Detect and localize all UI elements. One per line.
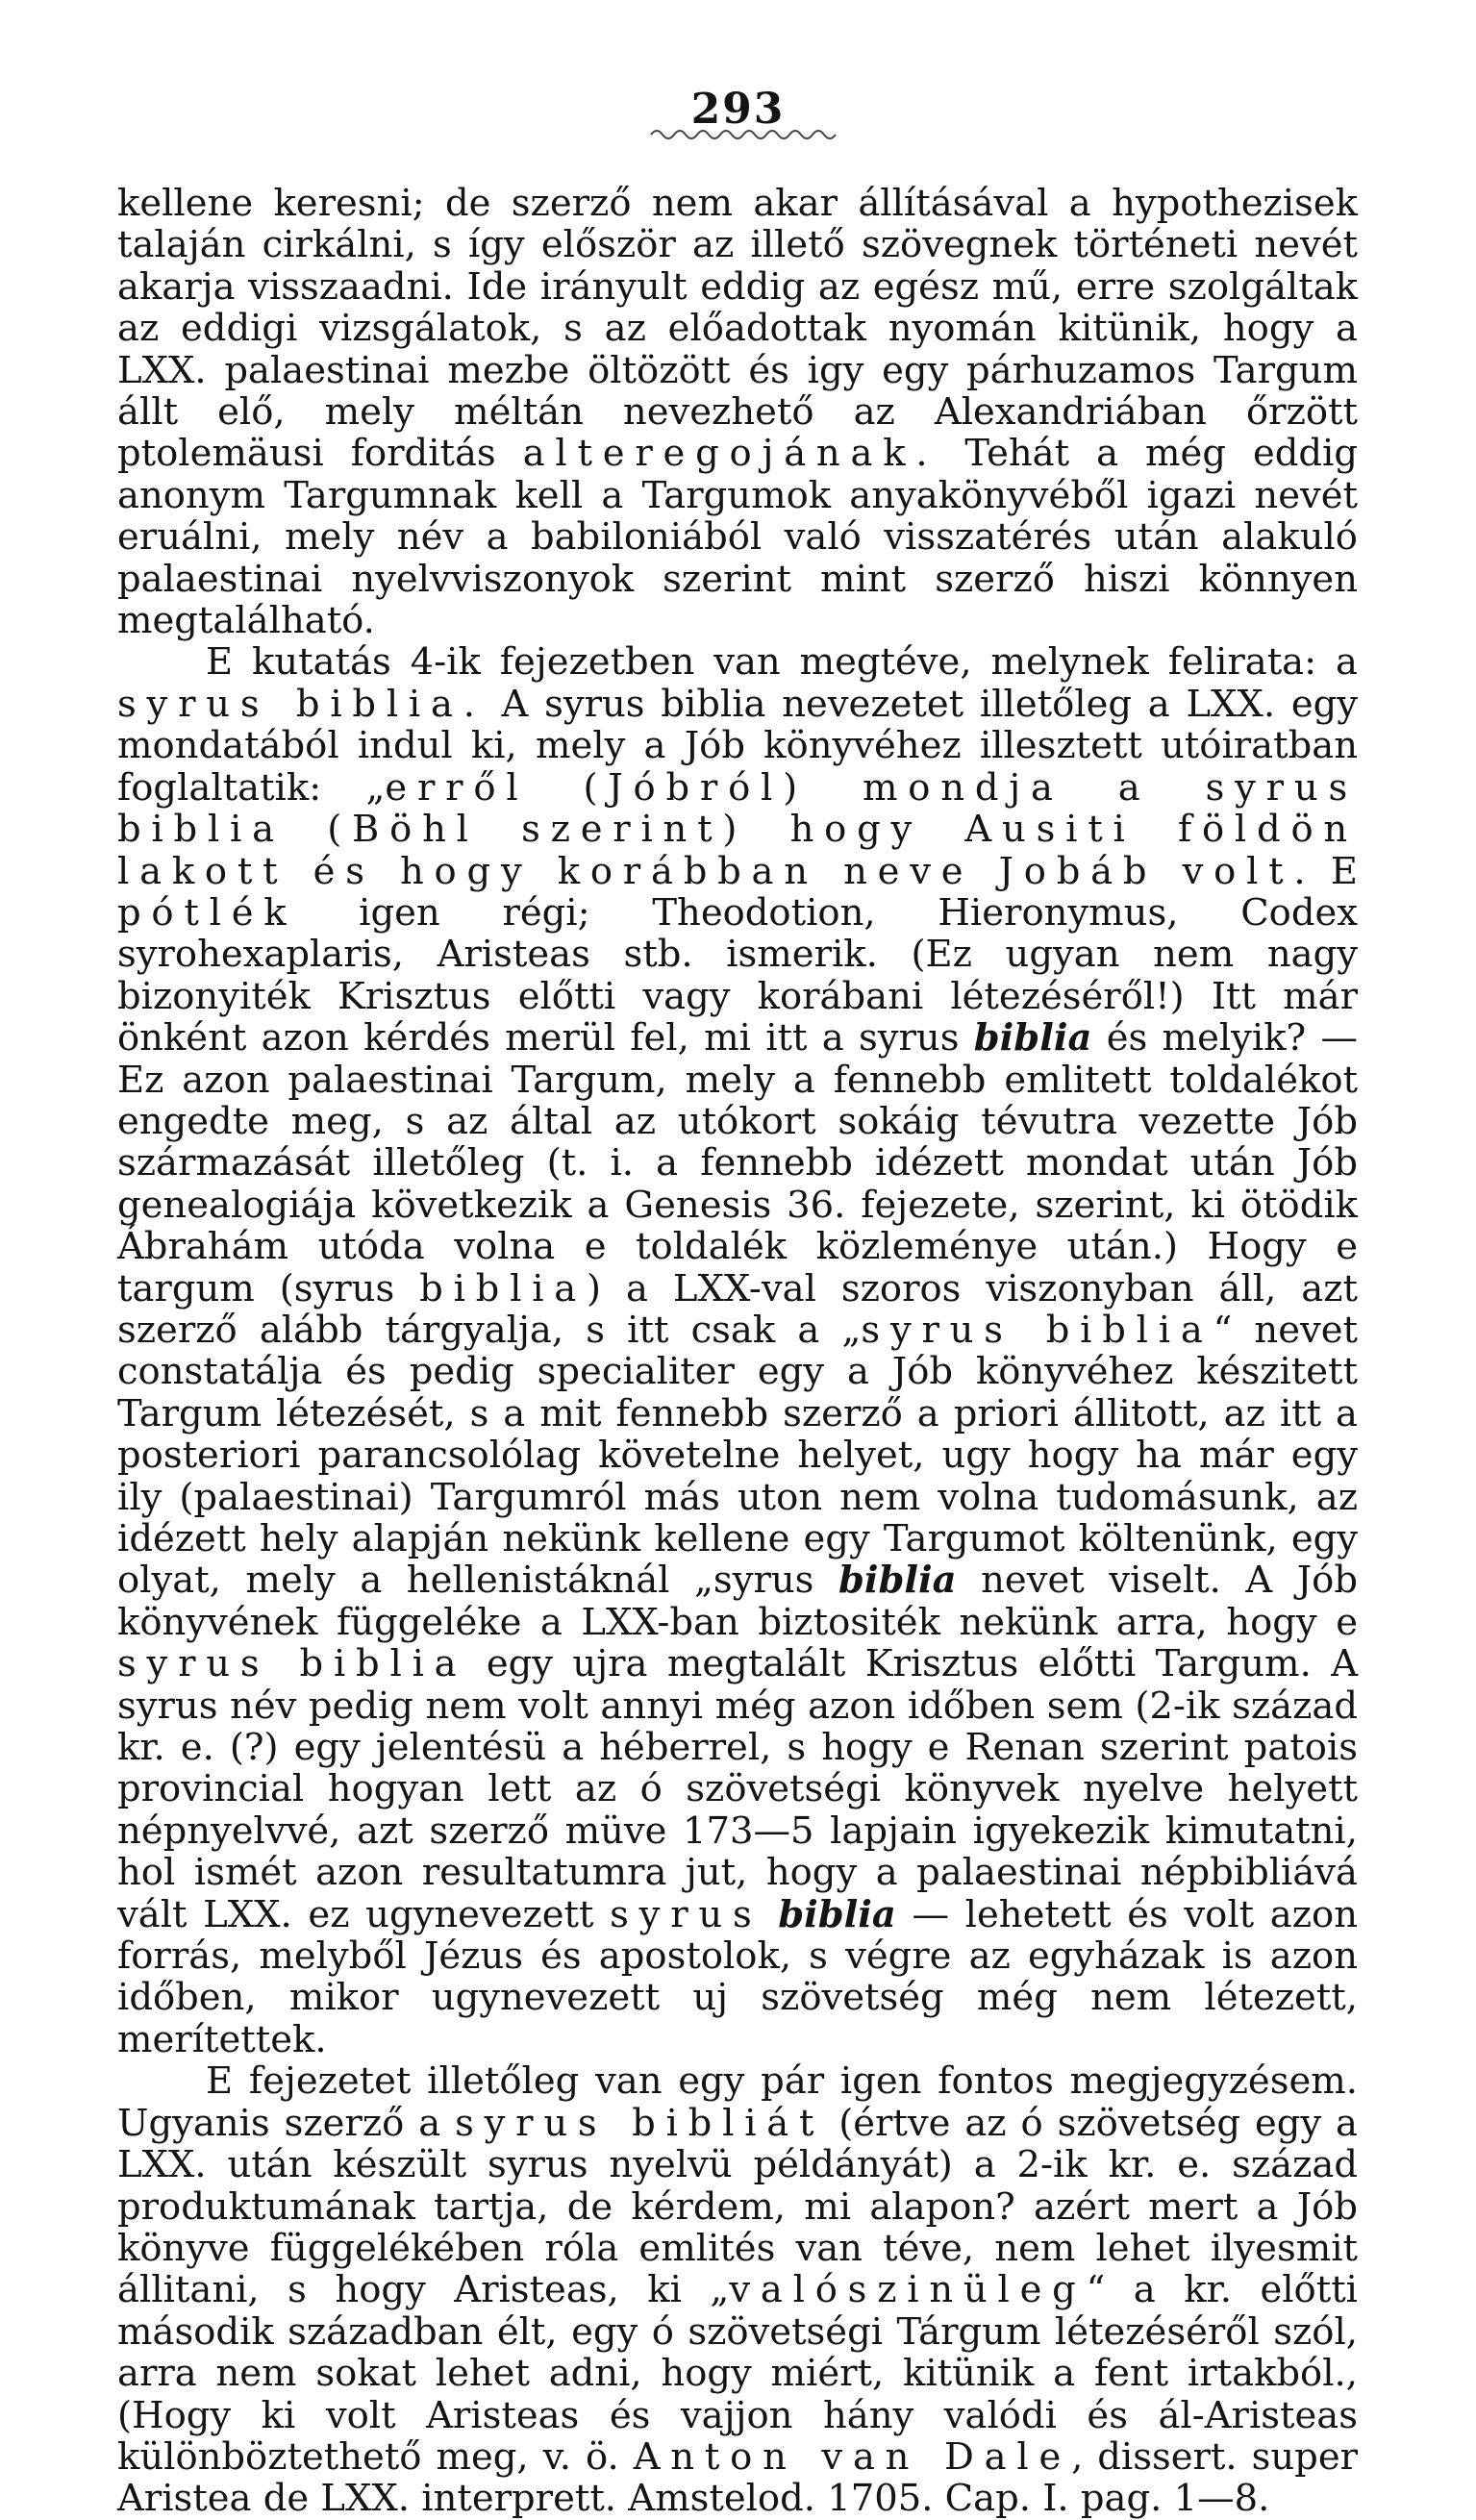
- text-run: E kutatás 4-ik fejezetben van megtéve, melynek felirata: a: [206, 640, 1358, 685]
- spaced-emphasis-text: alteregojának.: [522, 432, 938, 476]
- text-run: (értve az ó szövetség egy a LXX. után készült syrus nyelvü példányát) a 2-ik kr. e. század produktumának tartja, de kérdem, mi alapon? azért mert a Jób könyve függelékében róla emlités van téve, nem lehet ilyesmit állitani, s hogy Aristeas, ki „: [117, 2101, 1359, 2312]
- spaced-emphasis-text: syrus biblia.: [117, 682, 486, 726]
- paragraph-3: [117, 2060, 1358, 2519]
- spaced-emphasis-text: Anton van Dale: [633, 2434, 1072, 2479]
- text-run: Tehát a még eddig anonym Targumnak kell a Targumok anyakönyvéből igazi nevét eruálni, mely név a babiloniából való visszatérés után alakuló palaestinai nyelvviszonyok szerint mint szerző hiszi könnyen megtalálható.: [117, 432, 1358, 643]
- text-run: [763, 1893, 779, 1936]
- text-run: A syrus biblia nevezetet illetőleg a LXX. egy mondatából indul ki, mely a Jób könyvéhez illesztett utóiratban foglaltatik: „: [117, 682, 1359, 810]
- spaced-emphasis-text: valószinüleg: [729, 2268, 1087, 2312]
- text-run: “ nevet constatálja és pedig specialiter egy a Jób könyvéhez készitett Targum létezését, s a mit fennebb szerző a priori állitott, az itt a posteriori parancsolólag követelne helyet, ugy hogy ha már egy ily (palaestinai) Targumról más uton nem volna tudomásunk, az idézett hely alapján nekünk kellene egy Targumot költenünk, egy olyat, mely a hellenistáknál „syrus: [117, 1308, 1358, 1603]
- text-run: , dissert. super Aristea de LXX. interprett. Amstelod. 1705. Cap. I. pag. 1—8.: [117, 2434, 1359, 2520]
- spaced-emphasis-text: syrus biblia: [861, 1308, 1213, 1352]
- spaced-emphasis-text: syrus bibliát: [455, 2101, 825, 2145]
- text-run: “ a kr. előtti második században élt, egy ó szövetségi Tárgum létezéséről szól, arra nem sokat lehet adni, hogy miért, kitünik a fent irtakból., (Hogy ki volt Aristeas és vajjon hány valódi és ál-Aristeas különböztethető meg, v. ö.: [117, 2268, 1358, 2479]
- text-run: ) a LXX-val szoros viszonyban áll, azt szerző alább tárgyalja, s itt csak a „: [117, 1266, 1358, 1352]
- bold-italic-text: biblia: [778, 1892, 896, 1936]
- text-run: kellene keresni; de szerző nem akar állításával a hypothezisek talaján cirkálni, s így először az illető szövegnek történeti nevét akarja visszaadni. Ide irányult eddig az egész mű, erre szolgáltak az eddigi vizsgálatok, s az előadottak nyomán kitünik, hogy a LXX. palaestinai mezbe öltözött és igy egy párhuzamos Targum állt elő, mely méltán nevezhető az Alexandriában őrzött ptolemäusi forditás: [117, 182, 1358, 476]
- text-run: — lehetett és volt azon forrás, melyből Jézus és apostolok, s végre az egyházak is azon időben, mikor ugynevezett uj szövetség még nem létezett, merítettek.: [117, 1892, 1358, 2061]
- bold-italic-text: biblia: [838, 1559, 957, 1603]
- page-number: 293: [690, 85, 786, 134]
- paragraph-2: [117, 641, 1358, 2060]
- spaced-emphasis-text: syrus biblia: [117, 1642, 467, 1686]
- spaced-emphasis-text: erről (Jóbról) mondja a syrus biblia (Böhl szerint) hogy Ausiti földön lakott és hogy korábban neve Jobáb volt.: [117, 765, 1358, 893]
- wavy-ornament-icon: [649, 127, 841, 142]
- bold-italic-text: biblia: [973, 1016, 1092, 1060]
- spaced-emphasis-text: syrus: [610, 1892, 763, 1936]
- text-run: E fejezetet illetőleg van egy pár igen fontos megjegyzésem. Ugyanis szerző a: [117, 2059, 1358, 2145]
- text-run: nevet viselt. A Jób könyvének függeléke a LXX-ban biztositék nekünk arra, hogy e: [117, 1559, 1358, 1644]
- text-run: igen régi; Theodotion, Hieronymus, Codex syrohexaplaris, Aristeas stb. ismerik. (Ez ugyan nem nagy bizonyiték Krisztus előtti vagy korábani létezéséről!) Itt már önként azon kérdés merül fel, mi itt a syrus: [117, 890, 1358, 1060]
- spaced-emphasis-text: pótlék: [117, 890, 297, 935]
- body-text: [117, 183, 1358, 2520]
- text-run: egy ujra megtalált Krisztus előtti Targum. A syrus név pedig nem volt annyi még azon időben sem (2-ik század kr. e. (?) egy jelentésü a héberrel, s hogy e Renan szerint patois provincial hogyan lett az ó szövetségi könyvek nyelve helyett népnyelvvé, azt szerző müve 173—5 lapjain igyekezik kimutatni, hol ismét azon resultatumra jut, hogy a palaestinai népbibliává vált LXX. ez ugynevezett: [117, 1642, 1359, 1936]
- paragraph-1: [117, 183, 1358, 641]
- text-run: E: [1315, 849, 1359, 893]
- spaced-emphasis-text: biblia: [419, 1266, 588, 1310]
- text-run: és melyik? — Ez azon palaestinai Targum, mely a fennebb emlitett toldalékot engedte meg, s az által az utókort sokáig tévutra vezette Jób származását illetőleg (t. i. a fennebb idézett mondat után Jób genealogiája következik a Genesis 36. fejezete, szerint, ki ötödik Ábrahám utóda volna e toldalék közleménye után.) Hogy e targum (syrus: [117, 1016, 1358, 1310]
